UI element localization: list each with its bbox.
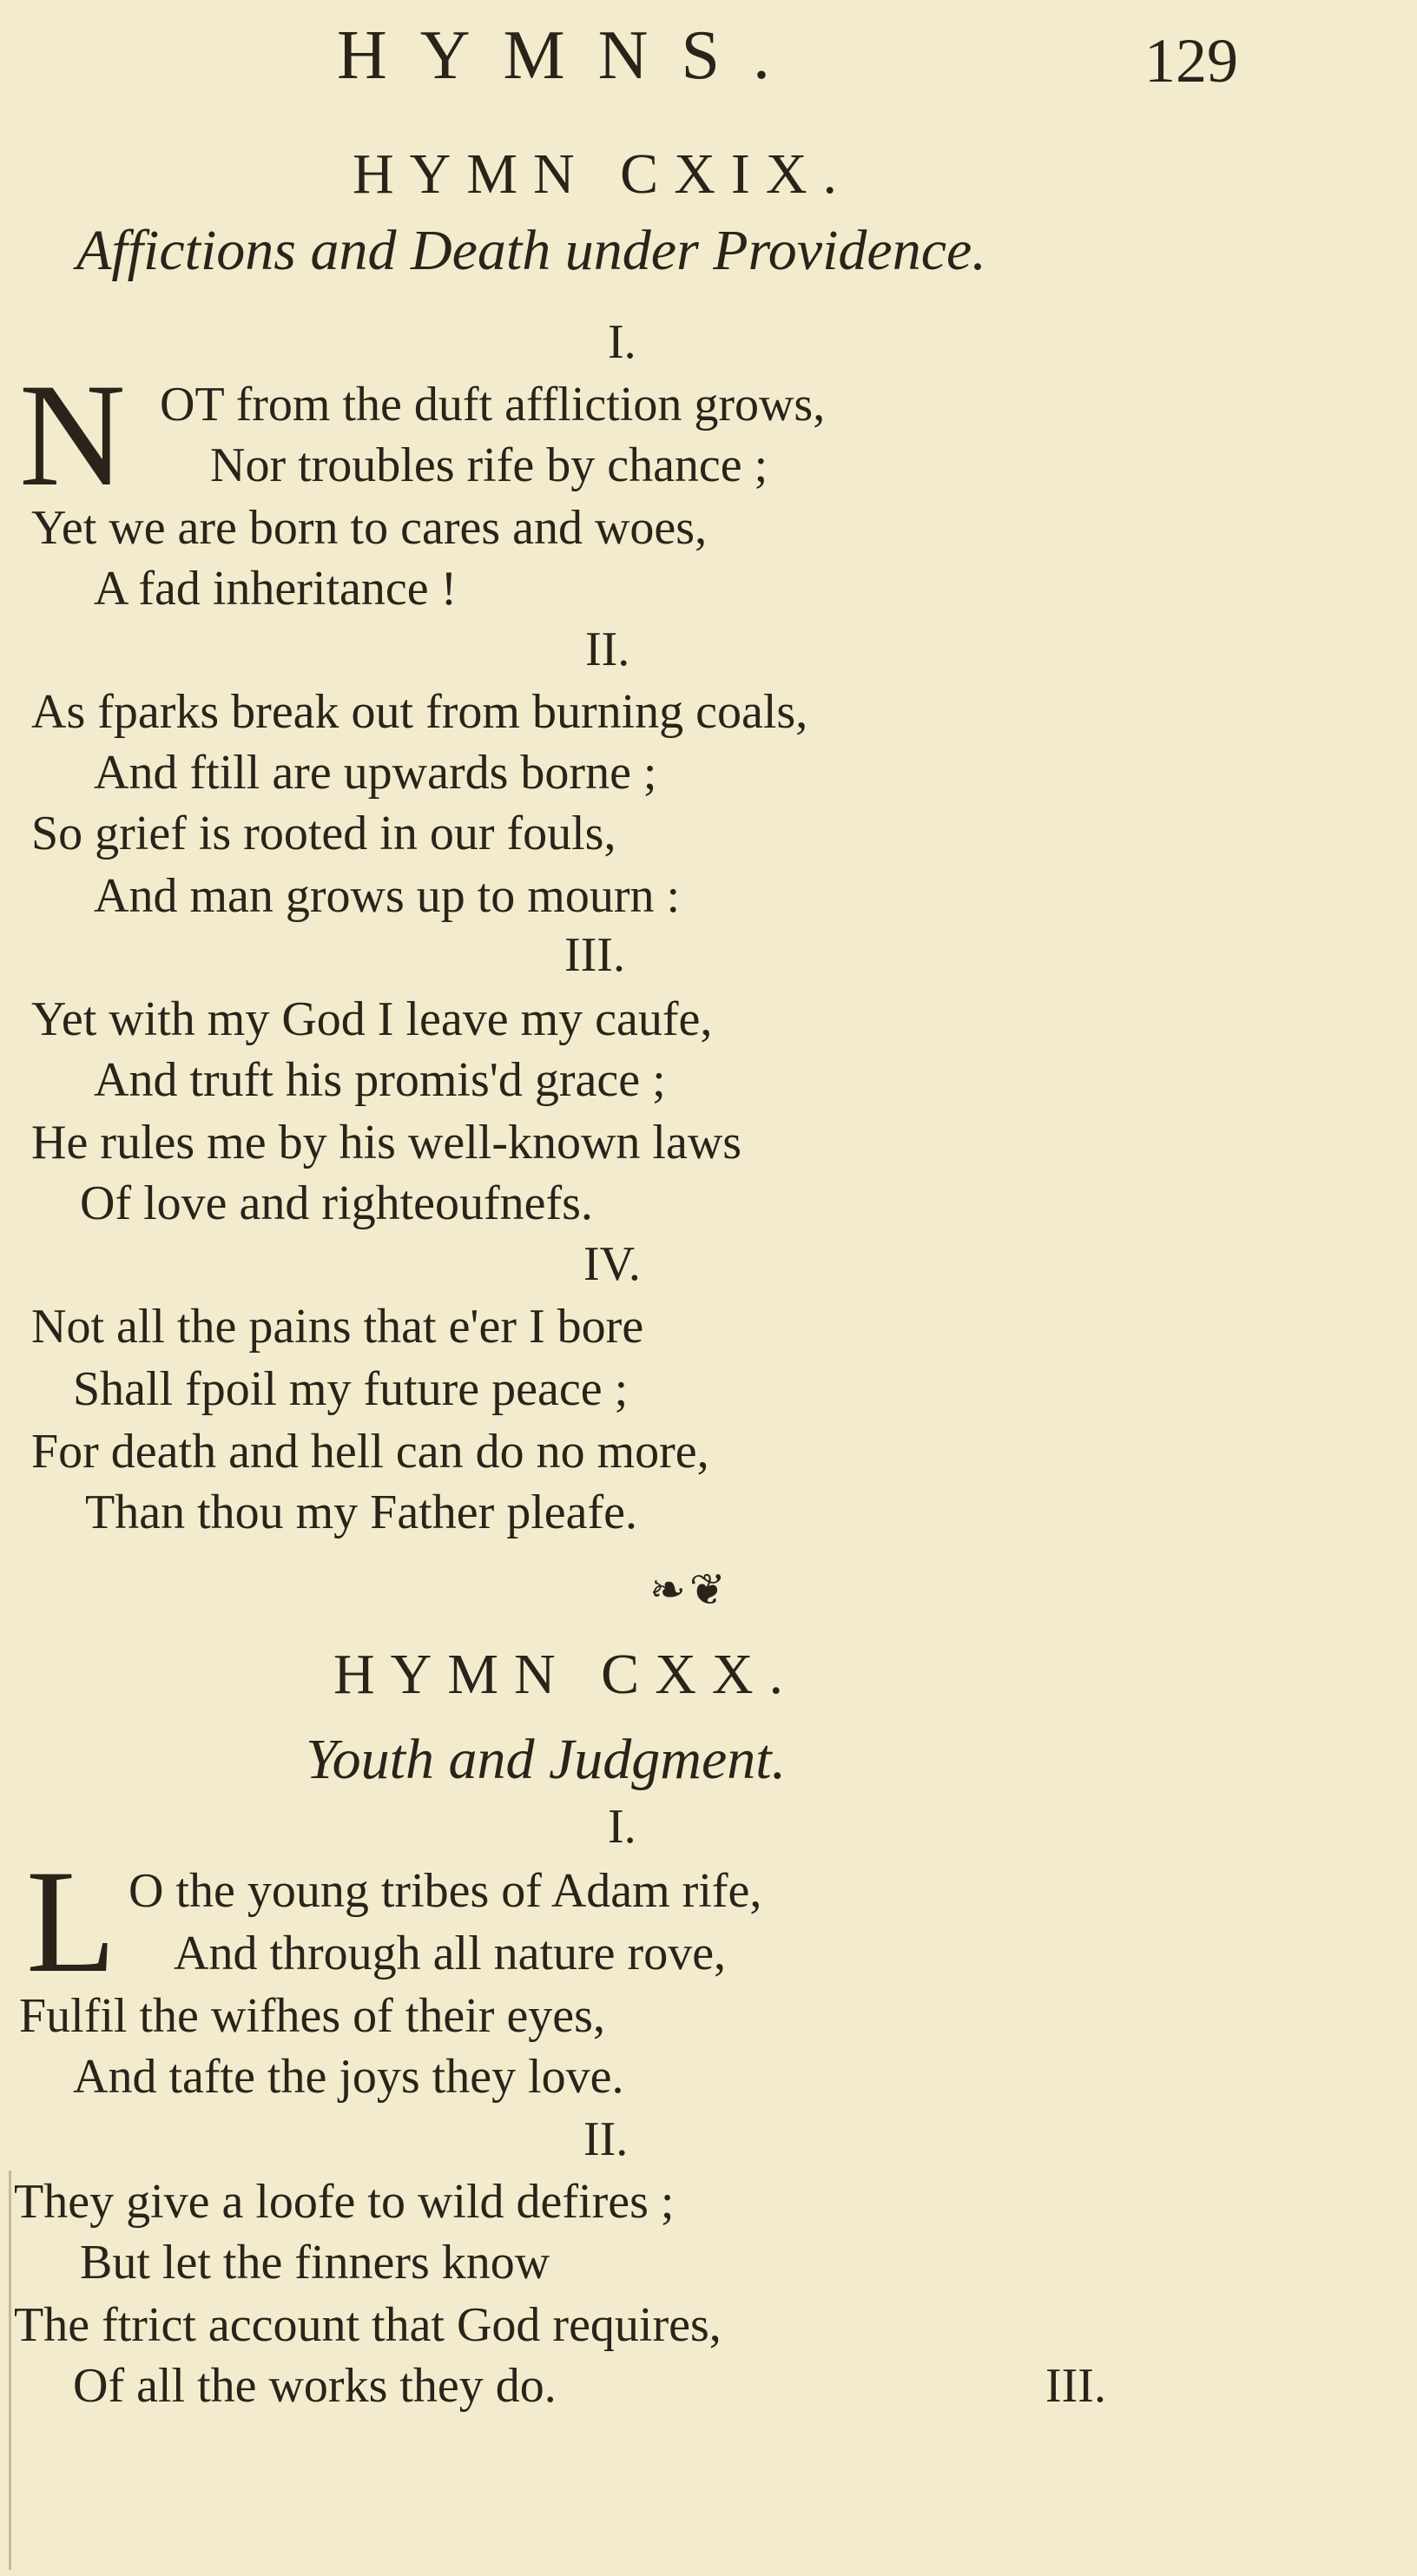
stanza-number: II. (585, 623, 630, 676)
verse-line: Of love and righteoufnefs. (80, 1176, 593, 1230)
verse-line: Yet with my God I leave my caufe, (31, 992, 713, 1046)
page-number: 129 (1144, 26, 1238, 96)
verse-line: He rules me by his well-known laws (31, 1116, 742, 1169)
stanza-number: I. (608, 315, 636, 369)
verse-line: But let the finners know (80, 2236, 550, 2289)
drop-cap: N (19, 353, 126, 517)
verse-line: And tafte the joys they love. (73, 2050, 624, 2104)
hymn-title: HYMN CXIX. (353, 142, 853, 206)
verse-line: So grief is rooted in our fouls, (31, 807, 616, 860)
stanza-number: II. (583, 2112, 629, 2166)
verse-line: Yet we are born to cares and woes, (31, 501, 708, 555)
verse-line: And truft his promis'd grace ; (94, 1053, 666, 1107)
drop-cap: L (26, 1840, 116, 2003)
stanza-number: I. (608, 1800, 636, 1854)
hymn-subtitle: Youth and Judgment. (306, 1728, 787, 1791)
hymn-subtitle: Affictions and Death under Providence. (76, 219, 986, 282)
running-head: HYMNS. (337, 17, 803, 94)
verse-line: They give a loofe to wild defires ; (14, 2175, 675, 2229)
ornament-divider: ❧❦ (649, 1565, 729, 1614)
stanza-number: IV. (583, 1237, 641, 1291)
verse-line: Than thou my Father pleafe. (85, 1486, 638, 1539)
verse-line: For death and hell can do no more, (31, 1425, 709, 1479)
verse-line: And man grows up to mourn : (94, 869, 681, 923)
verse-line: A fad inheritance ! (94, 562, 458, 616)
verse-line: Fulfil the wifhes of their eyes, (19, 1989, 605, 2043)
stanza-number: III. (564, 928, 625, 982)
verse-line: And ftill are upwards borne ; (94, 746, 657, 800)
verse-line: Shall fpoil my future peace ; (73, 1362, 629, 1416)
hymn-title: HYMN CXX. (333, 1643, 800, 1706)
verse-line: OT from the duft affliction grows, (160, 378, 826, 432)
verse-line: And through all nature rove, (174, 1927, 727, 1980)
verse-line: As fparks break out from burning coals, (31, 685, 808, 739)
catchword: III. (1045, 2359, 1106, 2413)
verse-line: The ftrict account that God requires, (14, 2298, 722, 2352)
verse-line: Nor troubles rife by chance ; (210, 438, 768, 492)
page-edge-shadow (9, 2171, 11, 2570)
verse-line: Of all the works they do. (73, 2359, 557, 2413)
verse-line: O the young tribes of Adam rife, (129, 1864, 762, 1918)
verse-line: Not all the pains that e'er I bore (31, 1300, 644, 1354)
